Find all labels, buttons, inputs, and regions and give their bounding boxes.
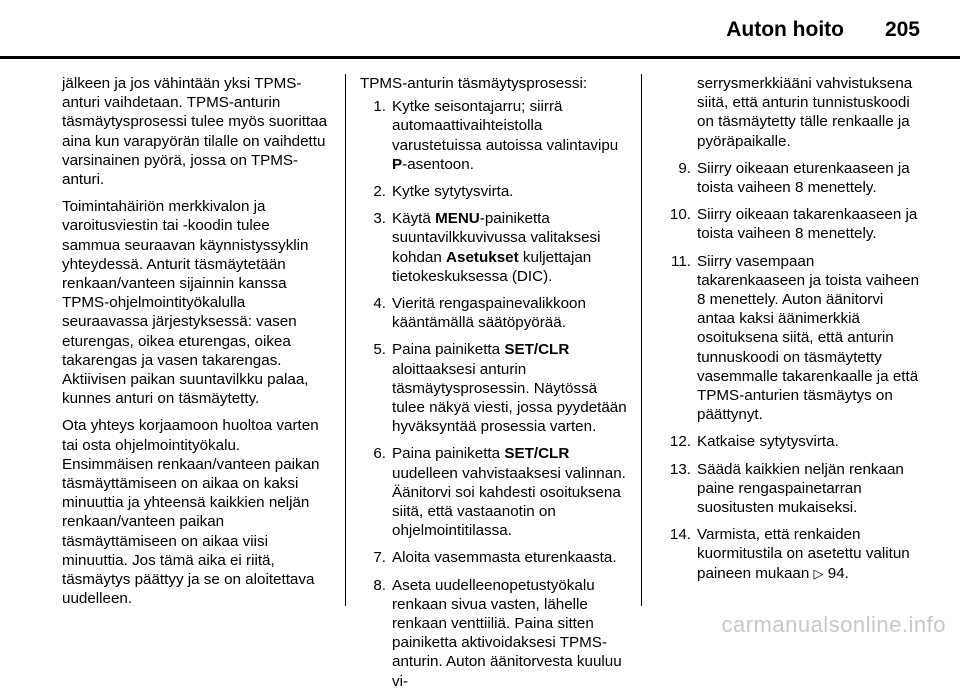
step-text: Paina painiketta SET/CLR uudelleen vahvistaaksesi valinnan. Äänitorvi soi kahdesti osoituksena siitä, että vastaanotin on ohjelmointitilassa. bbox=[392, 445, 626, 540]
step-number: 9. bbox=[678, 159, 691, 177]
step-number: 14. bbox=[669, 526, 691, 544]
column-3 bbox=[665, 74, 925, 591]
step-5 bbox=[360, 340, 628, 436]
step-number: 8. bbox=[373, 576, 386, 594]
step-1 bbox=[360, 97, 628, 174]
step-13 bbox=[665, 460, 925, 518]
step-9 bbox=[665, 159, 925, 197]
step-10 bbox=[665, 205, 925, 243]
step-text: Kytke seisontajarru; siirrä automaattivaihteistolla varustetuissa autoissa valintavipu P-asentoon. bbox=[392, 98, 619, 173]
step-number: 10. bbox=[669, 206, 691, 224]
step-8-continuation bbox=[665, 74, 925, 151]
step-7 bbox=[360, 548, 628, 567]
step-6 bbox=[360, 444, 628, 540]
step-text: Aseta uudelleenopetustyökalu renkaan sivua vasten, lähelle renkaan venttiiliä. Paina sitten painiketta aktivoidaksesi TPMS-anturin. Auton äänitorvesta kuuluu vi- bbox=[392, 576, 622, 690]
step-text: Siirry vasempaan takarenkaaseen ja toista vaiheen 8 menettely. Auton äänitorvi antaa kaksi äänimerkkiä osoituksena siitä, että anturin tunnuskoodi on täsmäytetty vasemmalle takarenkaalle ja että TPMS-anturien täsmäytys on päättynyt. bbox=[697, 252, 920, 424]
step-text: Siirry oikeaan takarenkaaseen ja toista vaiheen 8 menettely. bbox=[697, 206, 918, 243]
step-text: Aloita vasemmasta eturenkaasta. bbox=[392, 549, 617, 567]
step-number: 13. bbox=[669, 460, 691, 478]
step-4 bbox=[360, 294, 628, 332]
step-number: 4. bbox=[373, 295, 386, 313]
step-number: 11. bbox=[671, 252, 691, 270]
step-12 bbox=[665, 432, 925, 451]
page-reference-link[interactable]: 94 bbox=[827, 564, 845, 582]
step-text: Siirry oikeaan eturenkaaseen ja toista vaiheen 8 menettely. bbox=[697, 159, 910, 197]
column-1 bbox=[62, 74, 332, 616]
step-number: 7. bbox=[373, 549, 386, 567]
step-number: 5. bbox=[373, 341, 386, 359]
watermark: carmanualsonline.info bbox=[721, 612, 946, 637]
page-number: 205 bbox=[884, 18, 920, 41]
step-text: Vieritä rengaspainevalikkoon kääntämällä säätöpyörää. bbox=[392, 295, 586, 332]
page-title: Auton hoito bbox=[726, 18, 844, 41]
step-text: Käytä MENU-painiketta suuntavilkkuvivussa valitaksesi kohdan Asetukset kuljettajan tietokeskuksessa (DIC). bbox=[392, 210, 601, 285]
step-text: serrysmerkkiääni vahvistuksena siitä, että anturin tunnistuskoodi on täsmäytetty tälle renkaalle ja pyöräpaikalle. bbox=[697, 75, 913, 150]
step-number: 2. bbox=[373, 183, 386, 201]
column-divider-1 bbox=[345, 74, 346, 606]
step-number: 1. bbox=[373, 98, 386, 116]
paragraph: jälkeen ja jos vähintään yksi TPMS-anturi vaihdetaan. TPMS-anturin täsmäytysprosessi tulee myös suorittaa aina kun varapyörän tilalle on vaihdettu varsinainen pyörä, jossa on TPMS-anturi. bbox=[62, 75, 328, 189]
step-14 bbox=[665, 525, 925, 583]
column-2 bbox=[360, 74, 628, 699]
step-11 bbox=[665, 252, 925, 425]
step-text: Kytke sytytysvirta. bbox=[392, 183, 514, 201]
step-8 bbox=[360, 576, 628, 691]
step-text: Säädä kaikkien neljän renkaan paine rengaspainetarran suositusten mukaiseksi. bbox=[697, 460, 904, 517]
header-divider bbox=[0, 56, 960, 59]
step-text: Paina painiketta SET/CLR aloittaaksesi anturin täsmäytysprosessin. Näytössä tulee näkyä viesti, jossa pyydetään hyväksyntää prosessia varten. bbox=[392, 341, 627, 436]
step-2 bbox=[360, 182, 628, 201]
page-reference-icon: ▷ bbox=[813, 565, 824, 581]
paragraph: Toimintahäiriön merkkivalon ja varoitusviestin tai -koodin tulee sammua seuraavan käynnistyssyklin yhteydessä. Anturit täsmäytetään renkaan/vanteen sijainnin kanssa TPMS-ohjelmointityökalulla seuraavassa järjestyksessä: vasen eturengas, oikea eturengas, oikea takarengas ja vasen takarengas. Aktiivisen paikan suuntavilkku palaa, kunnes anturi on täsmäytetty. bbox=[62, 198, 309, 408]
procedure-intro: TPMS-anturin täsmäytysprosessi: bbox=[360, 75, 588, 92]
step-number: 3. bbox=[373, 210, 386, 228]
step-number: 6. bbox=[373, 445, 386, 463]
column-divider-2 bbox=[641, 74, 642, 606]
step-text: Katkaise sytytysvirta. bbox=[697, 433, 839, 451]
step-3 bbox=[360, 209, 628, 286]
step-number: 12. bbox=[669, 433, 691, 451]
page-header bbox=[0, 0, 960, 56]
paragraph: Ota yhteys korjaamoon huoltoa varten tai osta ohjelmointityökalu. Ensimmäisen renkaan/vanteen paikan täsmäyttämiseen on aikaa on kaksi minuuttia ja yhteensä kaikkien neljän renkaan/vanteen paikan täsmäyttämiseen on aikaa viisi minuuttia. Jos tämä aika ei riitä, täsmäytys päättyy ja se on aloitettava uudelleen. bbox=[62, 417, 320, 608]
step-text: Varmista, että renkaiden kuormitustila on asetettu valitun paineen mukaan ▷ 94. bbox=[697, 526, 910, 582]
